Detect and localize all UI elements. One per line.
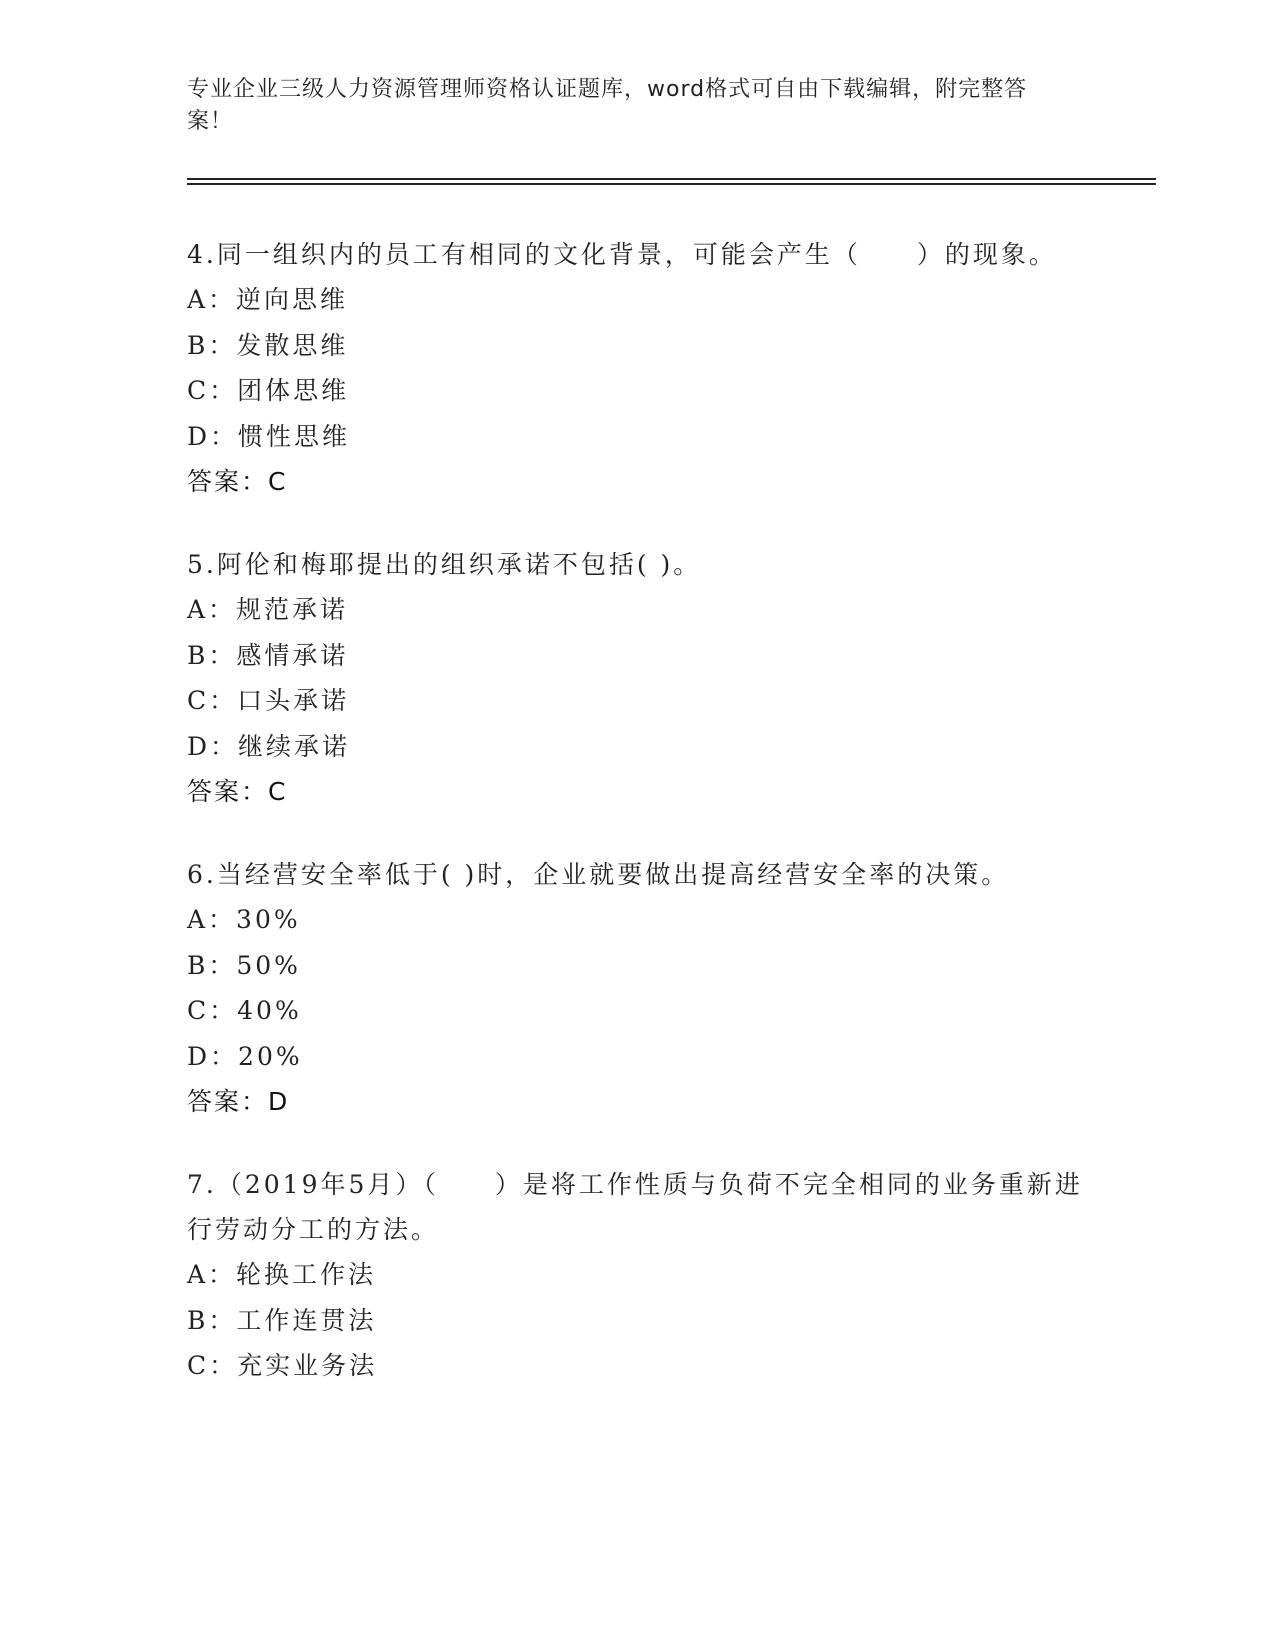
option-d: D：20% (187, 1041, 303, 1071)
question-6 (187, 852, 1087, 1125)
option-a: A：规范承诺 (187, 595, 349, 624)
option-c: C：口头承诺 (187, 686, 350, 715)
option-c: C：40% (187, 996, 302, 1025)
question-stem: 7.（2019年5月）（ ）是将工作性质与负荷不完全相同的业务重新进行劳动分工的方法。 (187, 1170, 1083, 1244)
question-stem: 6.当经营安全率低于( )时，企业就要做出提高经营安全率的决策。 (187, 860, 1010, 889)
question-stem: 4.同一组织内的员工有相同的文化背景，可能会产生（ ）的现象。 (187, 240, 1057, 269)
option-d: D：继续承诺 (187, 731, 351, 761)
option-b: B：50% (187, 950, 301, 980)
option-c: C：团体思维 (187, 376, 350, 405)
question-7 (187, 1162, 1087, 1389)
question-list (187, 232, 1087, 1426)
option-b: B：感情承诺 (187, 640, 349, 670)
option-a: A：逆向思维 (187, 285, 349, 314)
option-a: A：轮换工作法 (187, 1260, 377, 1289)
question-4 (187, 232, 1087, 505)
answer: 答案：C (187, 467, 288, 496)
header-divider-bottom (187, 183, 1156, 185)
header-divider-top (187, 178, 1156, 180)
question-stem: 5.阿伦和梅耶提出的组织承诺不包括( )。 (187, 550, 702, 579)
option-c: C：充实业务法 (187, 1351, 378, 1380)
option-b: B：工作连贯法 (187, 1305, 377, 1335)
header-text: 专业企业三级人力资源管理师资格认证题库，word格式可自由下载编辑，附完整答案！ (187, 77, 1028, 134)
option-b: B：发散思维 (187, 330, 349, 360)
answer: 答案：D (187, 1087, 290, 1116)
option-d: D：惯性思维 (187, 421, 351, 451)
answer: 答案：C (187, 777, 288, 806)
question-5 (187, 542, 1087, 815)
option-a: A：30% (187, 905, 301, 934)
